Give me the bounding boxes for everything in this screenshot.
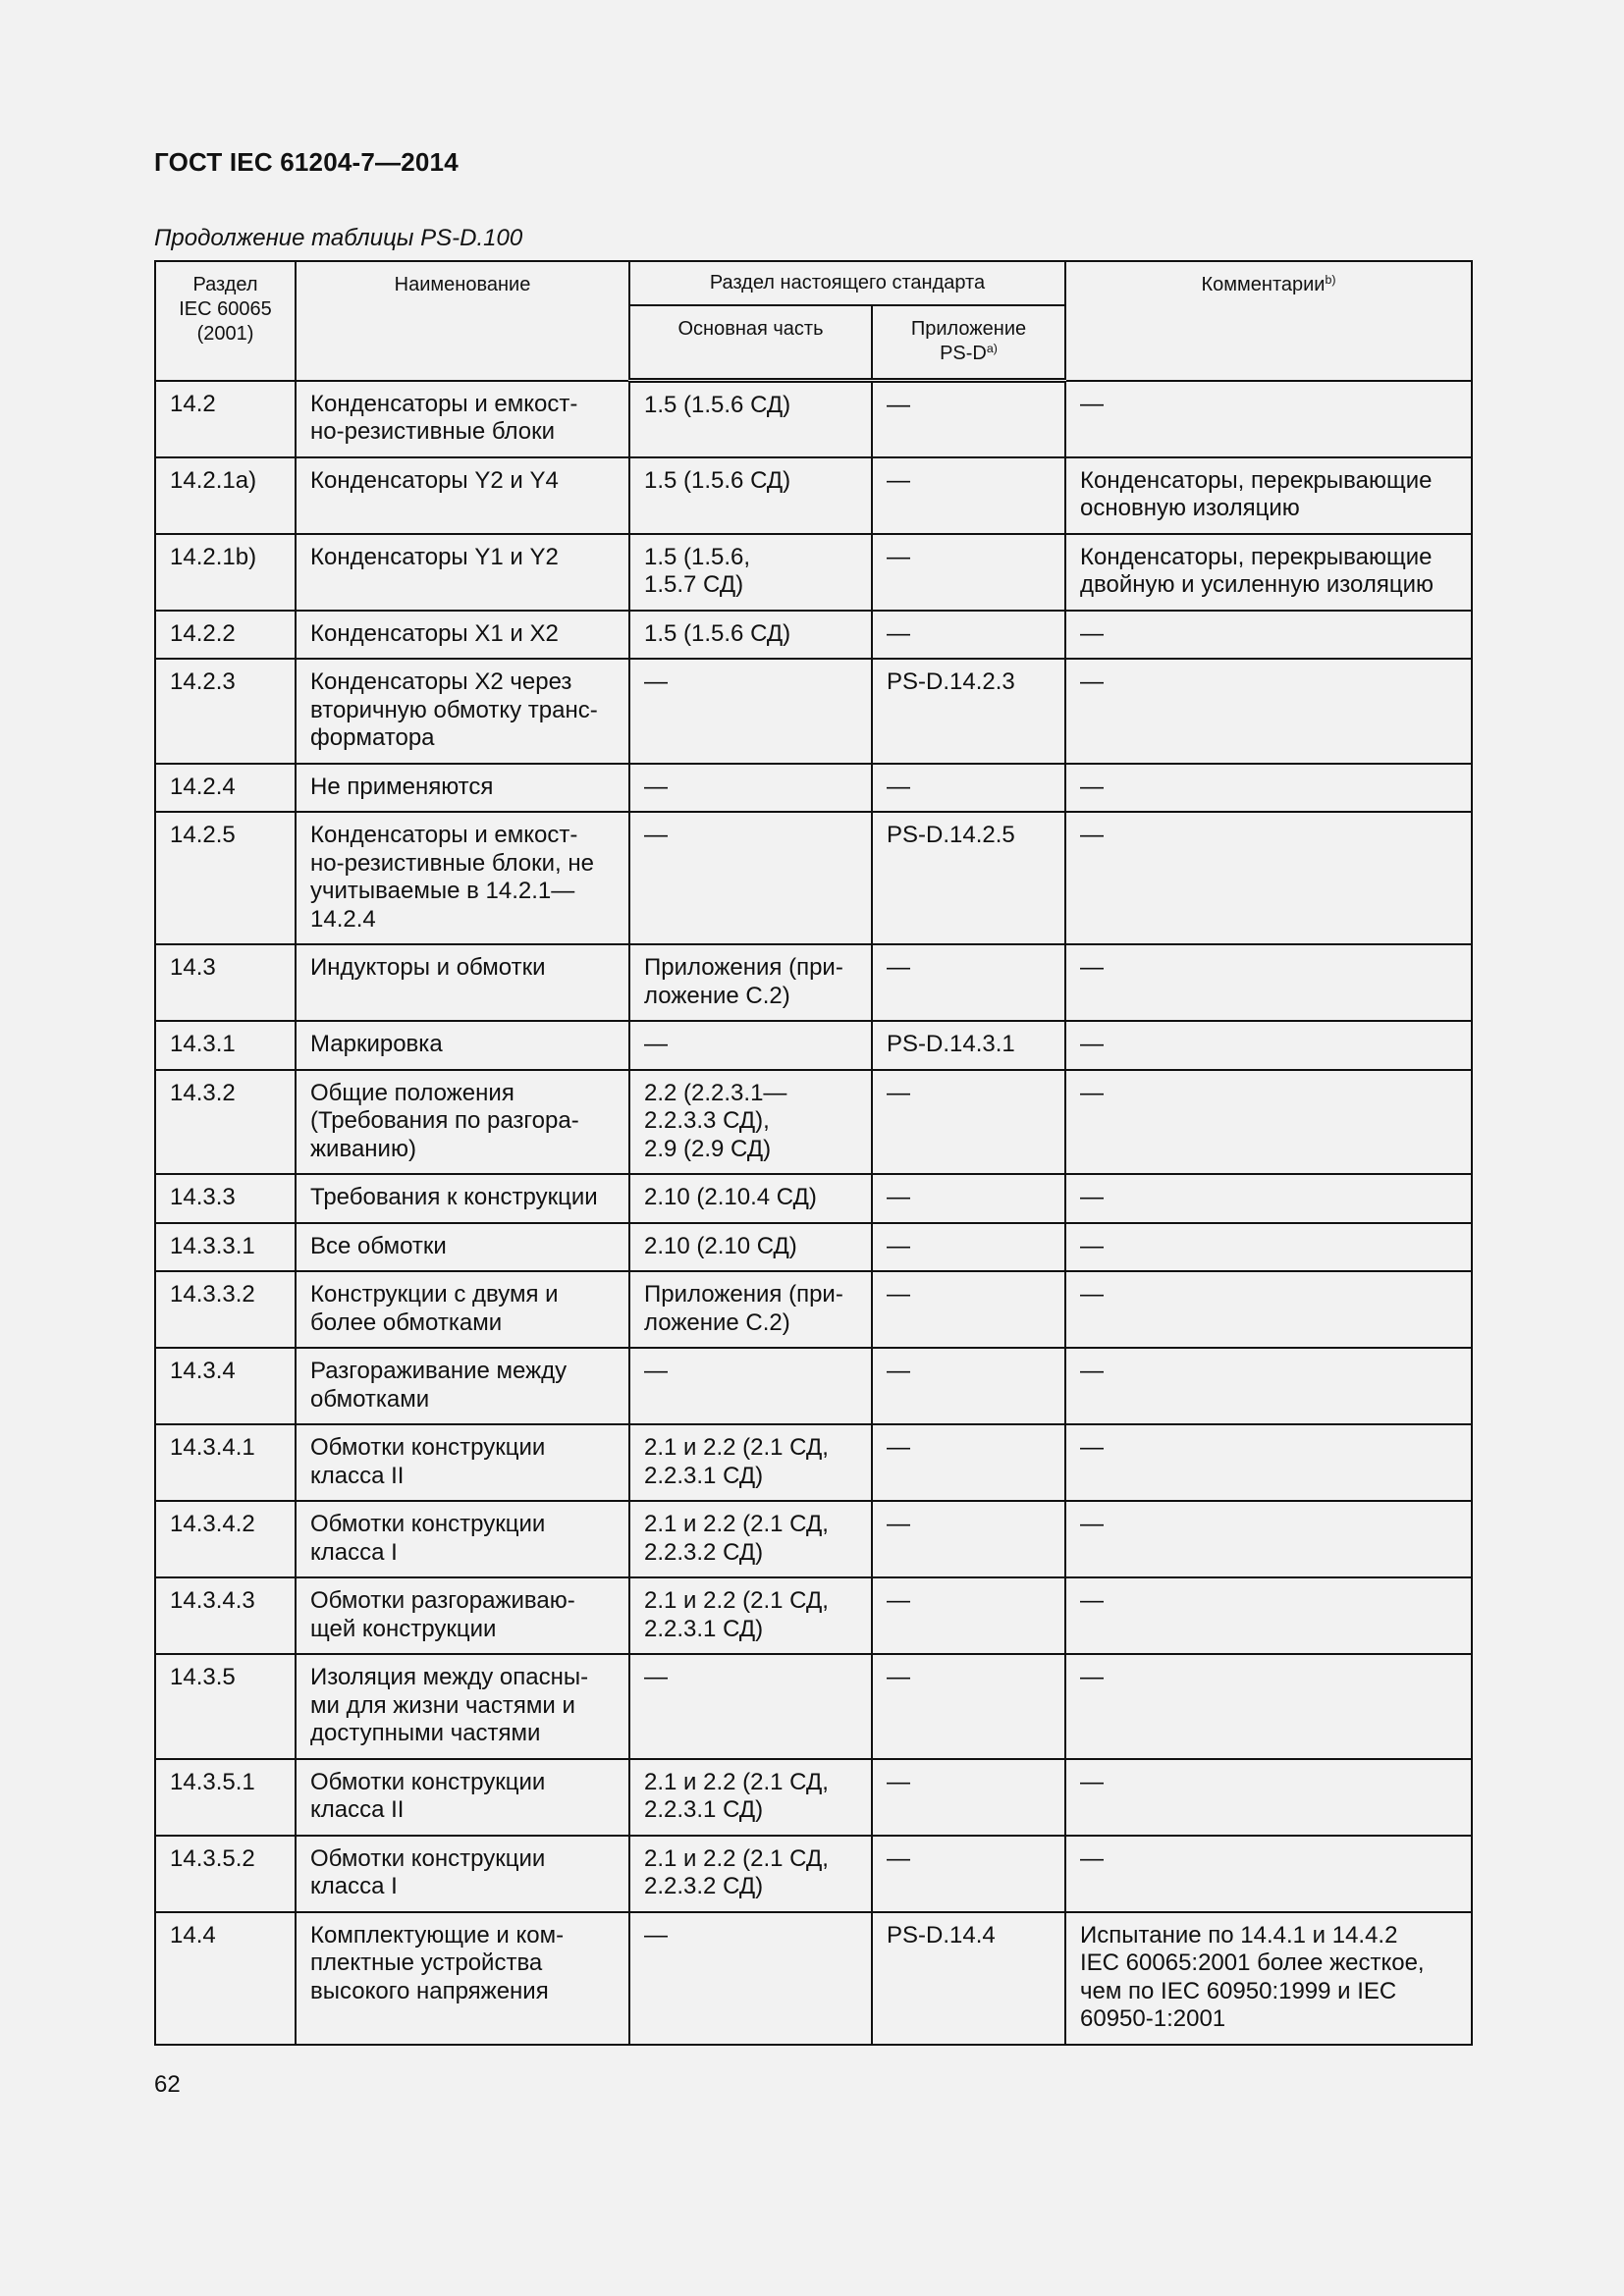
cell-section <box>155 1836 296 1912</box>
cell-main-part <box>629 812 872 944</box>
cell-section <box>155 1501 296 1577</box>
cell-section <box>155 1424 296 1501</box>
cell-section-text: 14.3.4.1 <box>170 1434 255 1461</box>
cell-name-text: Обмотки конструкции класса II <box>310 1434 546 1489</box>
cell-section-text: 14.2.5 <box>170 822 236 848</box>
cell-main-part-text: 2.2 (2.2.3.1— 2.2.3.3 СД), 2.9 (2.9 СД) <box>644 1079 787 1162</box>
cell-name-text: Конденсаторы и емкост- но-резистивные блоки <box>310 390 578 445</box>
cell-main-part-text: 1.5 (1.5.6 СД) <box>644 466 791 494</box>
cell-annex <box>872 1348 1065 1424</box>
cell-main-part <box>629 611 872 660</box>
cell-comment <box>1065 659 1472 764</box>
table-row <box>155 812 1472 944</box>
cell-section <box>155 764 296 813</box>
cell-name-text: Конденсаторы Y2 и Y4 <box>310 466 559 494</box>
cell-annex-text: — <box>887 543 910 570</box>
cell-name <box>296 611 629 660</box>
cell-annex <box>872 1654 1065 1759</box>
cell-comment <box>1065 1070 1472 1175</box>
cell-name <box>296 381 629 457</box>
cell-annex <box>872 1501 1065 1577</box>
table-row <box>155 764 1472 813</box>
cell-name <box>296 1654 629 1759</box>
cell-comment <box>1065 1654 1472 1759</box>
cell-annex-text: — <box>887 1664 910 1690</box>
cell-main-part-text: 2.1 и 2.2 (2.1 СД, 2.2.3.2 СД) <box>644 1844 829 1899</box>
cell-name <box>296 1912 629 2045</box>
cell-name-text: Разгораживание между обмотками <box>310 1358 568 1413</box>
cell-annex <box>872 611 1065 660</box>
cell-section <box>155 1654 296 1759</box>
cell-name-text: Не применяются <box>310 773 494 800</box>
cell-section-text: 14.3.5 <box>170 1664 236 1690</box>
cell-comment <box>1065 1021 1472 1070</box>
cell-annex <box>872 381 1065 457</box>
cell-name <box>296 1174 629 1223</box>
cell-main-part <box>629 764 872 813</box>
cell-comment <box>1065 1271 1472 1348</box>
cell-comment-text: — <box>1080 1664 1104 1690</box>
cell-comment-text: — <box>1080 668 1104 695</box>
cell-comment <box>1065 812 1472 944</box>
cell-name-text: Конструкции с двумя и более обмотками <box>310 1281 559 1336</box>
cell-annex <box>872 1759 1065 1836</box>
cell-comment-text: — <box>1080 1511 1104 1537</box>
table-row <box>155 1836 1472 1912</box>
cell-comment <box>1065 1223 1472 1272</box>
cell-name <box>296 812 629 944</box>
cell-main-part-text: 2.10 (2.10.4 СД) <box>644 1184 817 1210</box>
cell-name-text: Конденсаторы X2 через вторичную обмотку транс- форматора <box>310 668 598 751</box>
cell-main-part-text: Приложения (при- ложение С.2) <box>644 954 843 1009</box>
cell-annex <box>872 457 1065 534</box>
cell-section-text: 14.2.2 <box>170 619 236 647</box>
cell-name <box>296 944 629 1021</box>
cell-main-part-text: 1.5 (1.5.6 СД) <box>644 392 791 418</box>
cell-section <box>155 1912 296 2045</box>
cell-comment-text: Конденсаторы, перекрывающие основную изоляцию <box>1080 466 1433 521</box>
cell-main-part <box>629 1654 872 1759</box>
cell-main-part-text: 2.1 и 2.2 (2.1 СД, 2.2.3.2 СД) <box>644 1511 829 1566</box>
cell-main-part-text: 1.5 (1.5.6 СД) <box>644 619 791 647</box>
cell-name-text: Требования к конструкции <box>310 1184 598 1210</box>
header-standard-section-group: Раздел настоящего стандарта <box>629 261 1065 305</box>
cell-annex-text: — <box>887 1079 910 1106</box>
cell-section-text: 14.3.3.2 <box>170 1281 255 1308</box>
table-row <box>155 1348 1472 1424</box>
cell-main-part <box>629 534 872 611</box>
footnote-b-marker: b) <box>1325 273 1336 288</box>
cell-main-part <box>629 1174 872 1223</box>
cell-main-part-text: Приложения (при- ложение С.2) <box>644 1281 843 1336</box>
table-row <box>155 1174 1472 1223</box>
cell-name <box>296 457 629 534</box>
cell-annex-text: — <box>887 1281 910 1308</box>
table-row <box>155 1501 1472 1577</box>
cell-name-text: Все обмотки <box>310 1232 447 1259</box>
cell-name <box>296 1501 629 1577</box>
cell-comment <box>1065 611 1472 660</box>
cell-main-part-text: — <box>644 668 668 695</box>
cell-annex <box>872 1424 1065 1501</box>
cell-main-part <box>629 381 872 457</box>
cell-name-text: Индукторы и обмотки <box>310 954 546 981</box>
cell-name-text: Конденсаторы Y1 и Y2 <box>310 543 559 570</box>
table-row <box>155 1759 1472 1836</box>
cell-comment <box>1065 764 1472 813</box>
cell-section-text: 14.2.1b) <box>170 543 257 570</box>
cell-name-text: Маркировка <box>310 1031 443 1057</box>
cell-annex-text: PS-D.14.3.1 <box>887 1031 1015 1057</box>
cell-section <box>155 1759 296 1836</box>
cell-comment-text: — <box>1080 1587 1104 1614</box>
cell-comment <box>1065 1912 1472 2045</box>
cell-name <box>296 1424 629 1501</box>
table-body <box>155 381 1472 2045</box>
table-row <box>155 1577 1472 1654</box>
cell-annex <box>872 1836 1065 1912</box>
cell-section-text: 14.2.4 <box>170 773 236 800</box>
cell-section-text: 14.3.4 <box>170 1358 236 1384</box>
header-section-iec: Раздел IEC 60065 (2001) <box>155 261 296 381</box>
cell-annex-text: — <box>887 1511 910 1537</box>
cell-annex-text: — <box>887 392 910 418</box>
cell-main-part-text: — <box>644 822 668 848</box>
cell-comment-text: — <box>1080 822 1104 848</box>
cell-section <box>155 1223 296 1272</box>
cell-name <box>296 764 629 813</box>
cell-section-text: 14.2.1a) <box>170 466 257 494</box>
cell-comment-text: — <box>1080 1079 1104 1106</box>
cell-name <box>296 659 629 764</box>
cell-comment <box>1065 1501 1472 1577</box>
cell-annex-text: — <box>887 1587 910 1614</box>
cell-annex-text: — <box>887 1232 910 1259</box>
cell-name <box>296 1223 629 1272</box>
cell-comment-text: — <box>1080 954 1104 981</box>
table-row <box>155 1021 1472 1070</box>
cell-annex-text: — <box>887 1184 910 1210</box>
cell-main-part <box>629 1836 872 1912</box>
cell-comment <box>1065 1348 1472 1424</box>
cell-annex-text: — <box>887 1358 910 1384</box>
cell-section <box>155 1174 296 1223</box>
cell-name-text: Изоляция между опасны- ми для жизни частями и доступными частями <box>310 1664 589 1746</box>
cell-main-part <box>629 1070 872 1175</box>
cell-name <box>296 1348 629 1424</box>
cell-annex <box>872 764 1065 813</box>
cell-comment <box>1065 944 1472 1021</box>
cell-main-part <box>629 1021 872 1070</box>
cell-main-part <box>629 1501 872 1577</box>
table-row <box>155 534 1472 611</box>
cell-section-text: 14.3.5.1 <box>170 1768 255 1795</box>
cell-name-text: Конденсаторы X1 и X2 <box>310 619 559 647</box>
table-row <box>155 1070 1472 1175</box>
cell-main-part-text: — <box>644 1921 668 1949</box>
cell-section <box>155 1577 296 1654</box>
cell-annex-text: — <box>887 466 910 494</box>
cell-name-text: Конденсаторы и емкост- но-резистивные блоки, не учитываемые в 14.2.1— 14.2.4 <box>310 822 594 933</box>
cell-comment <box>1065 381 1472 457</box>
cell-section-text: 14.4 <box>170 1921 216 1949</box>
cell-comment-text: Конденсаторы, перекрывающие двойную и усиленную изоляцию <box>1080 543 1435 598</box>
cell-section <box>155 812 296 944</box>
cell-name <box>296 1577 629 1654</box>
table-row <box>155 1223 1472 1272</box>
table-row <box>155 1912 1472 2045</box>
cell-annex <box>872 1174 1065 1223</box>
cell-annex-text: — <box>887 954 910 981</box>
cell-section <box>155 457 296 534</box>
cell-annex <box>872 944 1065 1021</box>
cell-annex-text: PS-D.14.2.3 <box>887 668 1015 695</box>
cell-comment-text: — <box>1080 619 1104 647</box>
cell-section <box>155 1271 296 1348</box>
cell-comment-text: — <box>1080 390 1104 417</box>
cell-section <box>155 534 296 611</box>
cell-section-text: 14.2.3 <box>170 668 236 695</box>
cell-annex <box>872 1271 1065 1348</box>
table-caption: Продолжение таблицы PS-D.100 <box>154 225 523 251</box>
cell-comment-text: — <box>1080 1844 1104 1872</box>
cell-comment <box>1065 457 1472 534</box>
cell-comment-text: — <box>1080 1184 1104 1210</box>
cell-name <box>296 1271 629 1348</box>
cell-section-text: 14.3.2 <box>170 1079 236 1106</box>
cell-main-part-text: — <box>644 773 668 800</box>
cell-main-part <box>629 1759 872 1836</box>
cell-main-part <box>629 1577 872 1654</box>
cell-comment-text: — <box>1080 1768 1104 1795</box>
cell-name-text: Обмотки конструкции класса I <box>310 1844 546 1899</box>
cell-section-text: 14.3.4.2 <box>170 1511 255 1537</box>
cell-section-text: 14.3.3.1 <box>170 1232 255 1259</box>
document-title: ГОСТ IEC 61204-7—2014 <box>154 147 459 177</box>
cell-section-text: 14.3.4.3 <box>170 1587 255 1614</box>
cell-section <box>155 1348 296 1424</box>
cell-annex <box>872 659 1065 764</box>
header-main-part: Основная часть <box>629 305 872 381</box>
cell-section-text: 14.3.5.2 <box>170 1844 255 1872</box>
cell-annex <box>872 1912 1065 2045</box>
table-row <box>155 659 1472 764</box>
table-header <box>155 261 1472 381</box>
header-comments: Комментарии$^{b)}$ <box>1065 261 1472 381</box>
cell-annex-text: — <box>887 1768 910 1795</box>
cell-comment <box>1065 1759 1472 1836</box>
table-row <box>155 611 1472 660</box>
cell-main-part <box>629 944 872 1021</box>
cell-main-part <box>629 1223 872 1272</box>
cell-comment <box>1065 1836 1472 1912</box>
cell-section <box>155 611 296 660</box>
cell-annex-text: — <box>887 1434 910 1461</box>
cell-annex <box>872 1223 1065 1272</box>
cell-comment-text: — <box>1080 1232 1104 1259</box>
header-annex-psd: Приложение $PS-D^{a)}$ <box>872 305 1065 381</box>
page-number: 62 <box>154 2071 181 2098</box>
cell-name-text: Обмотки конструкции класса II <box>310 1768 546 1823</box>
cell-section <box>155 1070 296 1175</box>
cell-main-part <box>629 1348 872 1424</box>
standards-table <box>154 260 1473 2046</box>
cell-annex-text: PS-D.14.2.5 <box>887 822 1015 848</box>
cell-section <box>155 1021 296 1070</box>
cell-comment <box>1065 1174 1472 1223</box>
cell-annex-text: — <box>887 619 910 647</box>
cell-annex-text: PS-D.14.4 <box>887 1921 996 1949</box>
cell-name <box>296 534 629 611</box>
cell-name-text: Комплектующие и ком- плектные устройства высокого напряжения <box>310 1921 565 2004</box>
cell-name-text: Общие положения (Требования по разгора- живанию) <box>310 1079 579 1162</box>
cell-annex <box>872 812 1065 944</box>
cell-main-part-text: 2.1 и 2.2 (2.1 СД, 2.2.3.1 СД) <box>644 1587 829 1642</box>
cell-annex <box>872 1070 1065 1175</box>
cell-comment <box>1065 1577 1472 1654</box>
cell-comment-text: — <box>1080 773 1104 800</box>
cell-annex-text: — <box>887 1844 910 1872</box>
cell-comment-text: Испытание по 14.4.1 и 14.4.2 IEC 60065:2001 более жесткое, чем по IEC 60950:1999 и IEC 60950-1:2001 <box>1080 1921 1425 2032</box>
cell-section-text: 14.3.1 <box>170 1031 236 1057</box>
cell-main-part <box>629 457 872 534</box>
cell-section <box>155 659 296 764</box>
cell-main-part <box>629 659 872 764</box>
table-row <box>155 1271 1472 1348</box>
cell-name <box>296 1021 629 1070</box>
cell-main-part <box>629 1912 872 2045</box>
cell-name <box>296 1070 629 1175</box>
cell-section-text: 14.3.3 <box>170 1184 236 1210</box>
cell-annex-text: — <box>887 773 910 800</box>
cell-main-part-text: 2.1 и 2.2 (2.1 СД, 2.2.3.1 СД) <box>644 1434 829 1489</box>
cell-main-part-text: 2.1 и 2.2 (2.1 СД, 2.2.3.1 СД) <box>644 1768 829 1823</box>
footnote-a-marker: a) <box>986 342 998 356</box>
cell-section-text: 14.3 <box>170 954 216 981</box>
cell-main-part-text: 1.5 (1.5.6, 1.5.7 СД) <box>644 543 751 598</box>
cell-name <box>296 1836 629 1912</box>
cell-section <box>155 381 296 457</box>
cell-comment <box>1065 534 1472 611</box>
cell-main-part-text: — <box>644 1664 668 1690</box>
cell-main-part-text: — <box>644 1031 668 1057</box>
table-row <box>155 381 1472 457</box>
cell-section <box>155 944 296 1021</box>
cell-name <box>296 1759 629 1836</box>
cell-comment-text: — <box>1080 1358 1104 1384</box>
cell-main-part <box>629 1271 872 1348</box>
cell-comment-text: — <box>1080 1281 1104 1308</box>
cell-section-text: 14.2 <box>170 390 216 417</box>
cell-comment-text: — <box>1080 1031 1104 1057</box>
cell-main-part-text: — <box>644 1358 668 1384</box>
table-row <box>155 944 1472 1021</box>
cell-annex <box>872 1577 1065 1654</box>
cell-name-text: Обмотки конструкции класса I <box>310 1511 546 1566</box>
cell-main-part <box>629 1424 872 1501</box>
cell-name-text: Обмотки разгораживаю- щей конструкции <box>310 1587 575 1642</box>
cell-main-part-text: 2.10 (2.10 СД) <box>644 1232 797 1259</box>
cell-annex <box>872 1021 1065 1070</box>
cell-comment-text: — <box>1080 1434 1104 1461</box>
cell-annex <box>872 534 1065 611</box>
table-row <box>155 457 1472 534</box>
table-row <box>155 1654 1472 1759</box>
header-name: Наименование <box>296 261 629 381</box>
cell-comment <box>1065 1424 1472 1501</box>
table-row <box>155 1424 1472 1501</box>
